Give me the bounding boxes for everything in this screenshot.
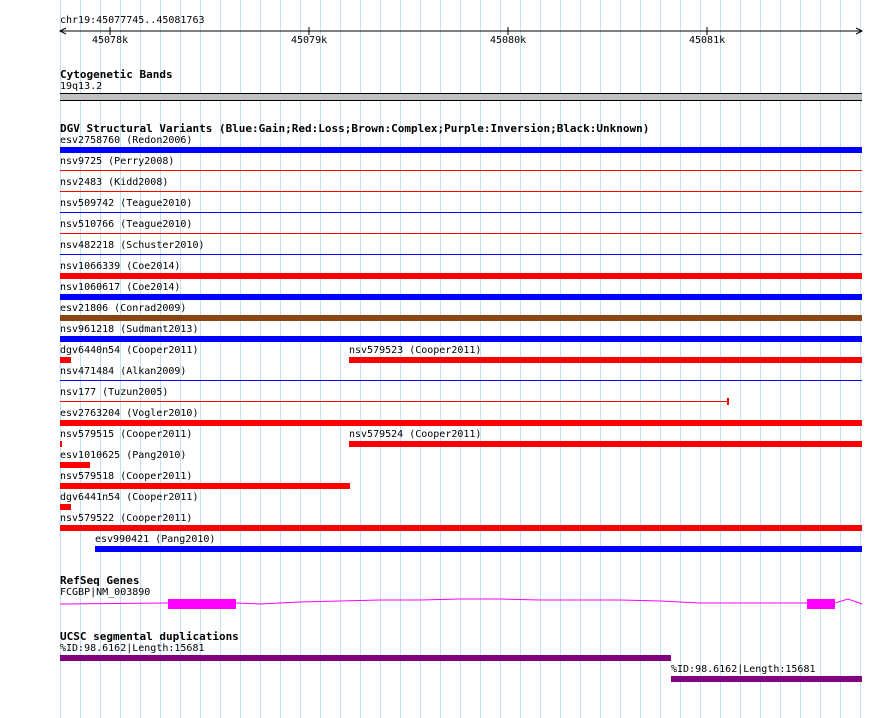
variant-bar[interactable] xyxy=(60,504,71,510)
variant-label[interactable]: nsv510766 (Teague2010) xyxy=(60,219,193,230)
variant-bar[interactable] xyxy=(349,357,862,363)
variant-label[interactable]: nsv1060617 (Coe2014) xyxy=(60,282,181,293)
segdup-bar[interactable] xyxy=(60,655,671,661)
variant-label[interactable]: esv21806 (Conrad2009) xyxy=(60,303,187,314)
variant-bar[interactable] xyxy=(60,336,862,342)
gene-label[interactable]: FCGBP|NM_003890 xyxy=(60,587,151,598)
variant-label[interactable]: nsv2483 (Kidd2008) xyxy=(60,177,169,188)
variant-label[interactable]: esv1010625 (Pang2010) xyxy=(60,450,187,461)
variant-label[interactable]: nsv1066339 (Coe2014) xyxy=(60,261,181,272)
variant-label[interactable]: esv2763204 (Vogler2010) xyxy=(60,408,199,419)
variant-bar[interactable] xyxy=(60,420,862,426)
variant-label[interactable]: nsv579515 (Cooper2011) xyxy=(60,429,193,440)
variant-bar[interactable] xyxy=(60,462,90,468)
variant-bar[interactable] xyxy=(60,254,862,255)
variant-bar[interactable] xyxy=(60,273,862,279)
variant-bar[interactable] xyxy=(60,191,862,192)
track-title-refseq: RefSeq Genes xyxy=(60,574,140,587)
variant-label[interactable]: nsv579522 (Cooper2011) xyxy=(60,513,193,524)
variant-bar[interactable] xyxy=(60,401,727,402)
variant-bar[interactable] xyxy=(60,212,862,213)
variant-label[interactable]: dgv6441n54 (Cooper2011) xyxy=(60,492,199,503)
variant-bar[interactable] xyxy=(60,147,862,153)
ruler-location: chr19:45077745..45081763 xyxy=(60,15,205,26)
cytoband-bar[interactable] xyxy=(60,93,862,101)
variant-bar[interactable] xyxy=(349,441,862,447)
variant-label[interactable]: nsv471484 (Alkan2009) xyxy=(60,366,187,377)
variant-label[interactable]: nsv482218 (Schuster2010) xyxy=(60,240,205,251)
variant-label[interactable]: nsv9725 (Perry2008) xyxy=(60,156,175,167)
track-title-dgv: DGV Structural Variants (Blue:Gain;Red:Loss;Brown:Complex;Purple:Inversion;Black:Unknown) xyxy=(60,122,650,135)
variant-label[interactable]: nsv177 (Tuzun2005) xyxy=(60,387,169,398)
segdup-bar[interactable] xyxy=(671,676,862,682)
ruler-tick-label: 45079k xyxy=(291,35,328,46)
variant-bar[interactable] xyxy=(95,546,862,552)
variant-label[interactable]: esv2758760 (Redon2006) xyxy=(60,135,193,146)
variant-bar[interactable] xyxy=(60,483,350,489)
variant-label[interactable]: nsv961218 (Sudmant2013) xyxy=(60,324,199,335)
variant-label[interactable]: nsv579523 (Cooper2011) xyxy=(349,345,482,356)
variant-bar[interactable] xyxy=(60,294,862,300)
track-title-cytoband: Cytogenetic Bands xyxy=(60,68,173,81)
gene-exon xyxy=(807,599,835,609)
cytoband-label: 19q13.2 xyxy=(60,81,103,92)
variant-label[interactable]: dgv6440n54 (Cooper2011) xyxy=(60,345,199,356)
segdup-label[interactable]: %ID:98.6162|Length:15681 xyxy=(671,664,816,675)
ruler-tick-label: 45080k xyxy=(490,35,527,46)
variant-bar[interactable] xyxy=(60,441,62,447)
track-title-segdups: UCSC segmental duplications xyxy=(60,630,239,643)
variant-label[interactable]: nsv579524 (Cooper2011) xyxy=(349,429,482,440)
ruler-tick-label: 45078k xyxy=(92,35,129,46)
variant-bar-end-mark xyxy=(727,398,729,405)
variant-bar[interactable] xyxy=(60,357,71,363)
variant-label[interactable]: nsv579518 (Cooper2011) xyxy=(60,471,193,482)
variant-bar[interactable] xyxy=(60,525,862,531)
variant-bar[interactable] xyxy=(60,233,862,234)
variant-bar[interactable] xyxy=(60,170,862,171)
gene-model[interactable] xyxy=(0,590,890,615)
variant-label[interactable]: nsv509742 (Teague2010) xyxy=(60,198,193,209)
segdup-label[interactable]: %ID:98.6162|Length:15681 xyxy=(60,643,205,654)
ruler-tick-label: 45081k xyxy=(689,35,726,46)
gene-exon xyxy=(168,599,236,609)
variant-bar[interactable] xyxy=(60,380,862,381)
variant-bar[interactable] xyxy=(60,315,862,321)
variant-label[interactable]: esv990421 (Pang2010) xyxy=(95,534,216,545)
ruler-axis xyxy=(0,0,890,45)
